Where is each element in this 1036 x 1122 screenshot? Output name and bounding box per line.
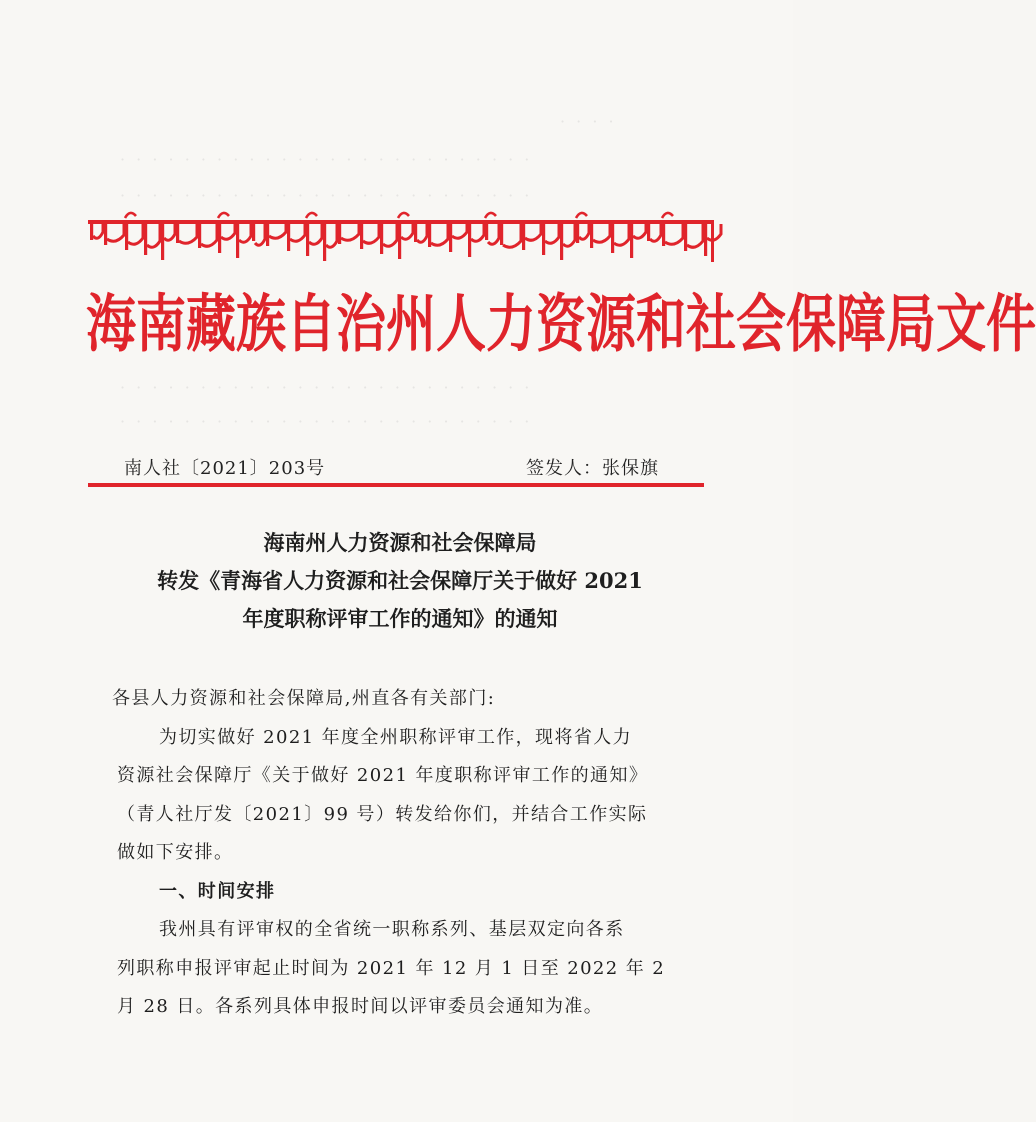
- notice-title-line: 年度职称评审工作的通知》的通知: [242, 606, 558, 631]
- bleed-through-text: · · · · · · · · · · · · · · · · · · · · · · · · · ·: [120, 378, 533, 397]
- tibetan-header-lettering: [82, 208, 722, 268]
- red-separator-line: [88, 483, 704, 487]
- body-text: [112, 680, 697, 1027]
- paragraph-line: 资源社会保障厅《关于做好 2021 年度职称评审工作的通知》: [117, 765, 649, 786]
- paragraph-line: 我州具有评审权的全省统一职称系列、基层双定向各系: [159, 919, 625, 940]
- bleed-through-text: · · · · · · · · · · · · · · · · · · · · · · · · · ·: [120, 186, 533, 205]
- paragraph-line: （青人社厅发〔2021〕99 号）转发给你们，并结合工作实际: [117, 803, 648, 825]
- notice-title-line: 转发《青海省人力资源和社会保障厅关于做好 2021: [157, 568, 643, 593]
- paragraph-line: 列职称申报评审起止时间为 2021 年 12 月 1 日至 2022 年 2: [117, 957, 666, 979]
- notice-title-line: 海南州人力资源和社会保障局: [263, 530, 537, 555]
- paragraph-line: 做如下安排。: [117, 842, 234, 863]
- paragraph-line: 月 28 日。各系列具体申报时间以评审委员会通知为准。: [117, 996, 604, 1017]
- addressee: 各县人力资源和社会保障局,州直各有关部门:: [112, 688, 496, 709]
- bleed-through-text: · · · · · · · · · · · · · · · · · · · · · · · · · ·: [120, 412, 533, 431]
- paragraph-line: 为切实做好 2021 年度全州职称评审工作，现将省人力: [159, 726, 633, 748]
- section-heading: 一、时间安排: [159, 880, 276, 902]
- signer: 签发人：张保旗: [526, 458, 659, 479]
- notice-title: [100, 524, 700, 638]
- bleed-through-text: · · · ·: [560, 112, 617, 131]
- bleed-through-text: · · · · · · · · · · · · · · · · · · · · · · · · · ·: [120, 150, 533, 169]
- chinese-header-title: 海南藏族自治州人力资源和社会保障局文件: [86, 286, 1036, 361]
- document-number: 南人社〔2021〕203号: [124, 458, 326, 479]
